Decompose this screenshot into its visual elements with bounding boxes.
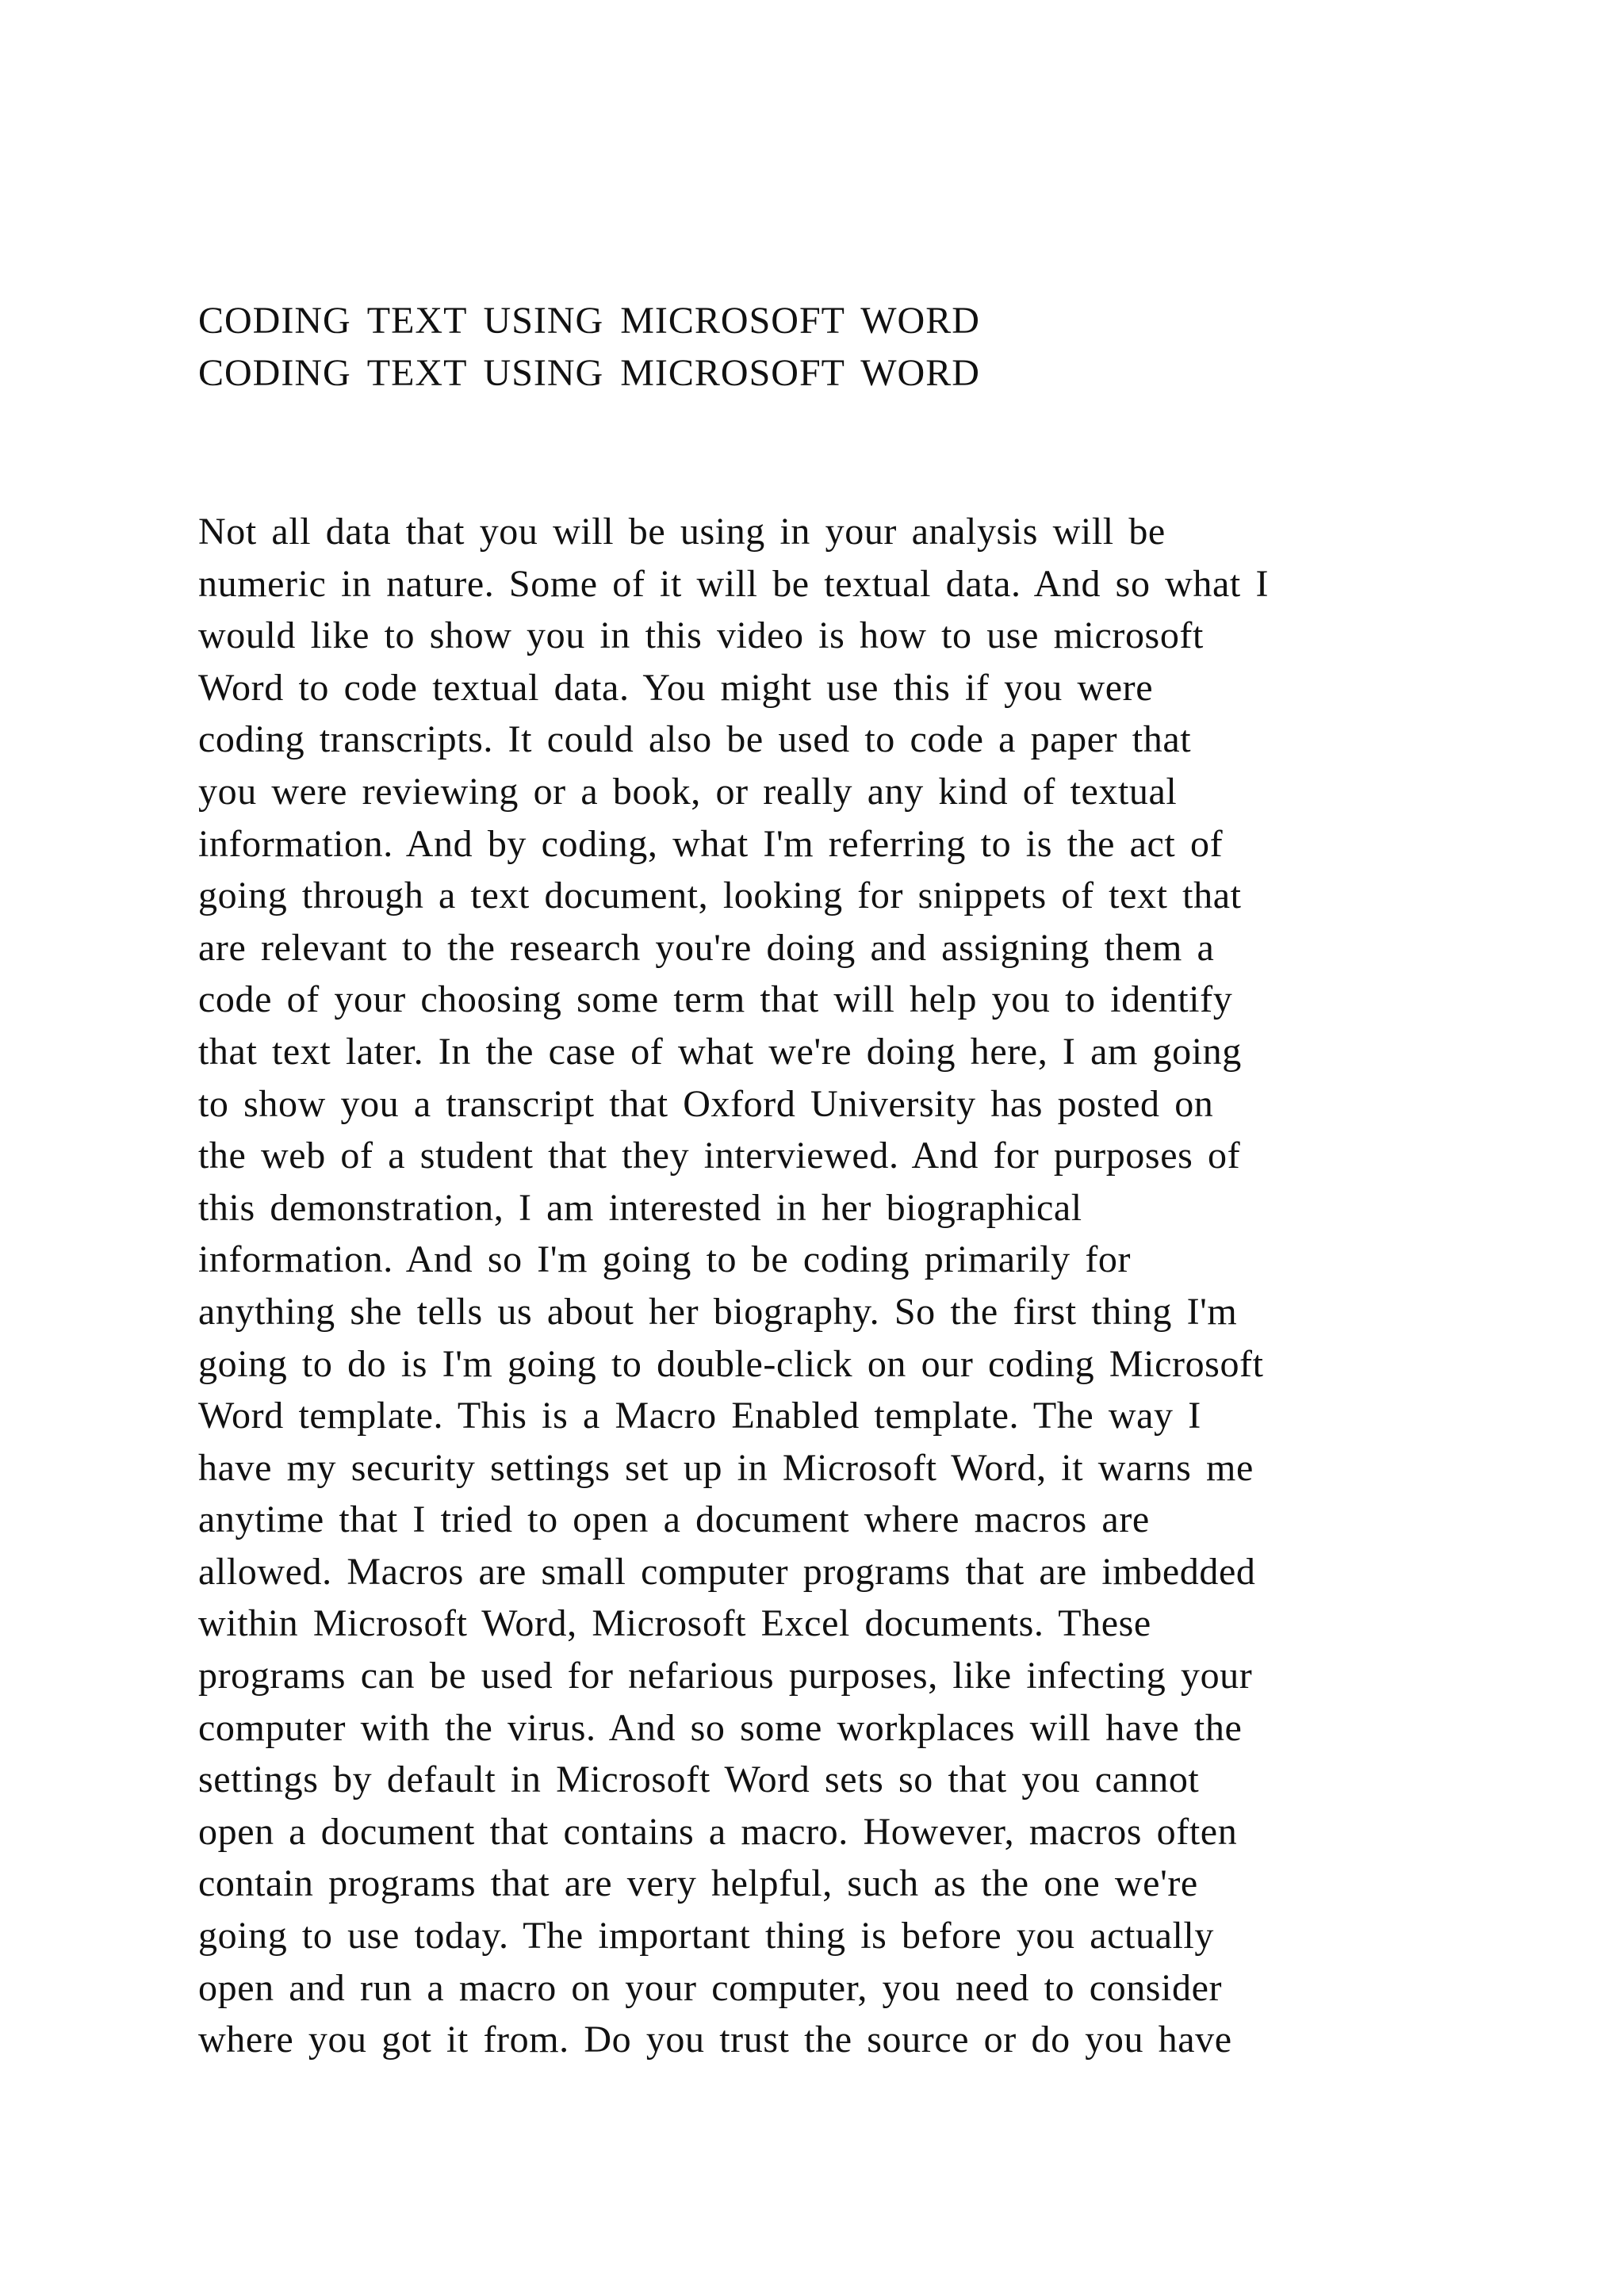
body-line: allowed. Macros are small computer programs that are imbedded: [198, 1550, 1256, 1593]
body-line: information. And so I'm going to be coding primarily for: [198, 1238, 1132, 1281]
body-line: open and run a macro on your computer, you need to consider: [198, 1966, 1223, 2009]
title-line: CODING TEXT USING MICROSOFT WORD: [198, 300, 980, 342]
title-line: CODING TEXT USING MICROSOFT WORD: [198, 352, 980, 394]
body-line: going to use today. The important thing is before you actually: [198, 1915, 1214, 1957]
body-line: coding transcripts. It could also be used to code a paper that: [198, 718, 1192, 761]
document-body: [198, 506, 1467, 2066]
body-line: settings by default in Microsoft Word sets so that you cannot: [198, 1758, 1200, 1801]
body-line: Word to code textual data. You might use this if you were: [198, 666, 1154, 709]
body-line: Word template. This is a Macro Enabled template. The way I: [198, 1395, 1201, 1437]
body-line: would like to show you in this video is how to use microsoft: [198, 614, 1204, 657]
body-line: going through a text document, looking for snippets of text that: [198, 874, 1242, 917]
body-line: going to do is I'm going to double-click on our coding Microsoft: [198, 1342, 1264, 1385]
body-line: have my security settings set up in Microsoft Word, it warns me: [198, 1446, 1254, 1489]
document-title: [198, 295, 1467, 400]
body-line: that text later. In the case of what we're doing here, I am going: [198, 1030, 1242, 1073]
body-line: within Microsoft Word, Microsoft Excel documents. These: [198, 1602, 1151, 1645]
body-line: are relevant to the research you're doing and assigning them a: [198, 926, 1215, 969]
body-line: code of your choosing some term that will help you to identify: [198, 978, 1233, 1021]
body-line: where you got it from. Do you trust the source or do you have: [198, 2019, 1232, 2061]
body-line: you were reviewing or a book, or really any kind of textual: [198, 770, 1178, 813]
body-line: this demonstration, I am interested in her biographical: [198, 1186, 1082, 1229]
body-line: contain programs that are very helpful, such as the one we're: [198, 1862, 1198, 1905]
body-line: Not all data that you will be using in your analysis will be: [198, 511, 1166, 553]
body-line: numeric in nature. Some of it will be textual data. And so what I: [198, 562, 1270, 605]
body-line: anything she tells us about her biography. So the first thing I'm: [198, 1290, 1238, 1333]
body-line: open a document that contains a macro. However, macros often: [198, 1810, 1238, 1853]
body-line: the web of a student that they interviewed. And for purposes of: [198, 1135, 1241, 1177]
body-line: programs can be used for nefarious purposes, like infecting your: [198, 1655, 1253, 1697]
body-line: information. And by coding, what I'm referring to is the act of: [198, 822, 1224, 865]
body-line: anytime that I tried to open a document where macros are: [198, 1498, 1150, 1541]
body-line: to show you a transcript that Oxford University has posted on: [198, 1082, 1214, 1125]
body-line: computer with the virus. And so some workplaces will have the: [198, 1706, 1243, 1749]
